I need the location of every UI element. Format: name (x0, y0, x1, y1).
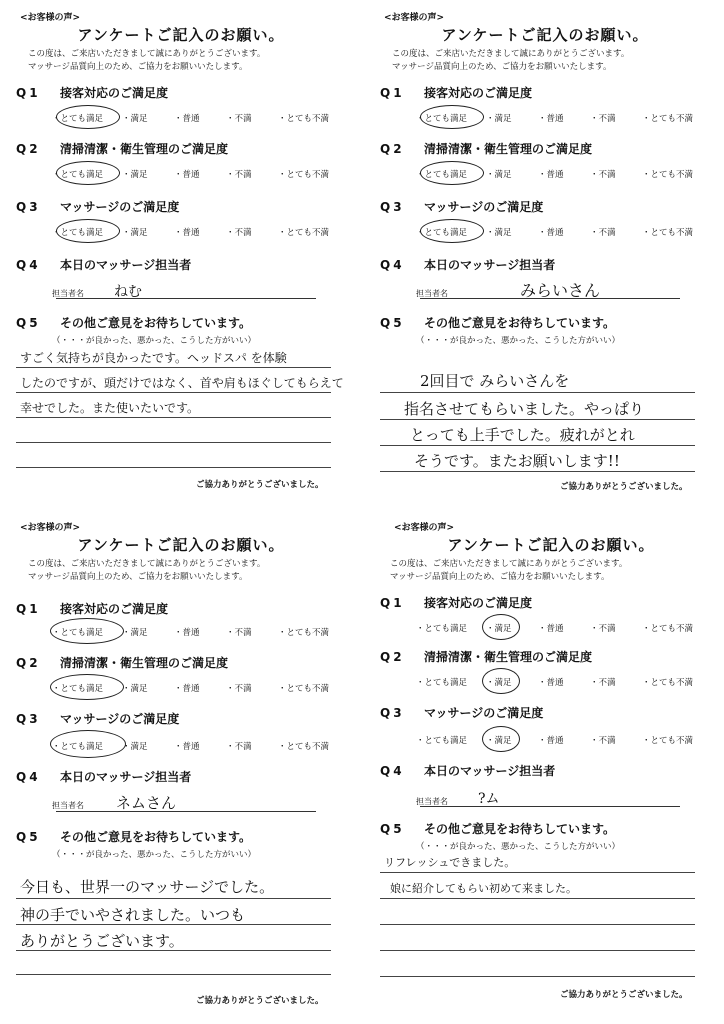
question-3 (16, 710, 179, 727)
answer-circle (56, 219, 120, 243)
survey-sheet (6, 4, 356, 504)
intro-line: この度は、ご来店いただきまして誠にありがとうございます。 (28, 49, 266, 59)
question-text: 清掃清潔・衛生管理のご満足度 (60, 656, 229, 670)
ruled-line (16, 950, 331, 951)
option: ・とても満足 (52, 228, 104, 238)
comment-line: したのですが、頭だけではなく、首や肩もほぐしてもらえて (20, 376, 344, 390)
sheet-tag: <お客様の声> (20, 523, 81, 533)
survey-sheet (6, 514, 356, 1014)
question-1 (380, 84, 532, 101)
option: ・普通 (174, 684, 200, 694)
option: ・とても不満 (642, 678, 694, 688)
option: ・普通 (174, 628, 200, 638)
rep-label: 担当者名 (416, 797, 448, 806)
question-number: Q1 (380, 86, 405, 100)
option: ・とても満足 (416, 678, 468, 688)
option: ・とても満足 (416, 228, 468, 238)
rep-label: 担当者名 (416, 289, 448, 298)
intro-line: マッサージ品質向上のため、ご協力をお願いいたします。 (392, 62, 612, 72)
question-text: 接客対応のご満足度 (424, 596, 533, 610)
option: ・普通 (174, 170, 200, 180)
q5-subtext: （・・・が良かった、悪かった、こうした方がいい） (52, 336, 257, 346)
sheet-tag: <お客様の声> (384, 13, 445, 23)
option: ・普通 (174, 114, 200, 124)
question-number: Q5 (380, 316, 405, 330)
question-number: Q2 (16, 142, 41, 156)
question-text: マッサージのご満足度 (424, 200, 544, 214)
ruled-line (16, 974, 331, 975)
rep-name: ?ム (478, 791, 500, 807)
answer-circle (56, 105, 120, 129)
rating-options (416, 676, 693, 688)
question-number: Q4 (380, 258, 405, 272)
sheet-tag: <お客様の声> (20, 13, 81, 23)
option: ・不満 (226, 170, 252, 180)
option: ・とても満足 (52, 684, 104, 694)
question-number: Q1 (16, 602, 41, 616)
option: ・不満 (590, 624, 616, 634)
sheet-title: アンケートご記入のお願い。 (441, 26, 649, 44)
ruled-line (380, 898, 695, 899)
ruled-line (16, 898, 331, 899)
question-text: その他ご意見をお待ちしています。 (424, 822, 616, 836)
intro-line: マッサージ品質向上のため、ご協力をお願いいたします。 (28, 62, 248, 72)
option: ・とても不満 (278, 228, 330, 238)
option: ・普通 (538, 170, 564, 180)
sheet-title: アンケートご記入のお願い。 (77, 26, 285, 44)
question-text: 本日のマッサージ担当者 (424, 764, 556, 778)
intro-line: この度は、ご来店いただきまして誠にありがとうございます。 (390, 559, 628, 569)
comment-line: すごく気持ちが良かったです。ヘッドスパ を体験 (20, 351, 287, 365)
question-number: Q3 (16, 200, 41, 214)
ruled-line (380, 419, 695, 420)
option: ・満足 (486, 624, 512, 634)
question-1 (16, 84, 168, 101)
ruled-line (16, 442, 331, 443)
rating-options (416, 622, 693, 634)
ruled-line (16, 367, 331, 368)
answer-circle (50, 730, 126, 758)
answer-circle (482, 614, 520, 640)
intro-text (392, 48, 629, 74)
option: ・普通 (174, 742, 200, 752)
question-text: 接客対応のご満足度 (424, 86, 533, 100)
question-number: Q5 (380, 822, 405, 836)
intro-line: この度は、ご来店いただきまして誠にありがとうございます。 (392, 49, 630, 59)
question-text: 接客対応のご満足度 (60, 602, 169, 616)
question-text: その他ご意見をお待ちしています。 (60, 830, 252, 844)
question-2 (16, 140, 228, 157)
comment-line: 娘に紹介してもらい初めて来ました。 (390, 882, 577, 895)
ruled-line (16, 392, 331, 393)
comment-line: 神の手でいやされました。いつも (20, 906, 246, 924)
intro-line: マッサージ品質向上のため、ご協力をお願いいたします。 (28, 572, 248, 582)
question-1 (16, 600, 168, 617)
comment-line: とっても上手でした。疲れがとれ (410, 426, 635, 444)
option: ・不満 (590, 678, 616, 688)
q5-subtext: （・・・が良かった、悪かった、こうした方がいい） (52, 850, 257, 860)
intro-text (390, 558, 627, 584)
survey-sheet (370, 514, 720, 1014)
ruled-line (380, 872, 695, 873)
option: ・とても不満 (642, 114, 694, 124)
comment-line: 2回目で みらいさんを (420, 372, 570, 390)
option: ・とても満足 (416, 114, 468, 124)
answer-circle (482, 726, 520, 752)
intro-line: この度は、ご来店いただきまして誠にありがとうございます。 (28, 559, 266, 569)
answer-circle (56, 161, 120, 185)
comment-line: リフレッシュできました。 (384, 856, 516, 869)
rep-name: みらいさん (520, 281, 601, 300)
intro-text (28, 48, 265, 74)
option: ・不満 (226, 228, 252, 238)
option: ・普通 (538, 678, 564, 688)
question-4 (16, 256, 191, 273)
thanks-text: ご協力ありがとうございました。 (560, 482, 688, 492)
option: ・満足 (122, 114, 148, 124)
rating-options (416, 734, 693, 746)
option: ・不満 (226, 684, 252, 694)
question-5 (380, 820, 615, 837)
rep-underline (420, 806, 680, 807)
option: ・とても満足 (416, 624, 468, 634)
question-number: Q3 (380, 706, 405, 720)
option: ・普通 (538, 114, 564, 124)
option: ・不満 (226, 114, 252, 124)
option: ・普通 (538, 624, 564, 634)
option: ・満足 (122, 228, 148, 238)
option: ・不満 (590, 170, 616, 180)
option: ・満足 (122, 628, 148, 638)
rep-name: ねむ (114, 284, 142, 300)
ruled-line (380, 445, 695, 446)
ruled-line (380, 976, 695, 977)
option: ・満足 (486, 170, 512, 180)
option: ・とても満足 (52, 742, 104, 752)
question-text: マッサージのご満足度 (424, 706, 544, 720)
question-4 (16, 768, 191, 785)
question-2 (380, 140, 592, 157)
answer-circle (50, 674, 124, 700)
option: ・とても満足 (52, 628, 104, 638)
rep-label: 担当者名 (52, 289, 84, 298)
intro-line: マッサージ品質向上のため、ご協力をお願いいたします。 (390, 572, 610, 582)
question-2 (380, 648, 592, 665)
q5-subtext: （・・・が良かった、悪かった、こうした方がいい） (416, 336, 621, 346)
thanks-text: ご協力ありがとうございました。 (196, 996, 324, 1006)
option: ・不満 (226, 628, 252, 638)
survey-sheet (370, 4, 720, 504)
option: ・満足 (122, 684, 148, 694)
option: ・とても不満 (278, 170, 330, 180)
option: ・とても満足 (52, 114, 104, 124)
ruled-line (380, 924, 695, 925)
ruled-line (16, 467, 331, 468)
question-number: Q3 (16, 712, 41, 726)
question-text: 接客対応のご満足度 (60, 86, 169, 100)
rep-label: 担当者名 (52, 801, 84, 810)
question-text: 本日のマッサージ担当者 (60, 770, 192, 784)
question-text: 本日のマッサージ担当者 (424, 258, 556, 272)
comment-line: そうです。またお願いします!! (414, 452, 620, 470)
question-number: Q1 (16, 86, 41, 100)
ruled-line (380, 471, 695, 472)
rep-underline (56, 298, 316, 299)
option: ・不満 (590, 114, 616, 124)
question-text: その他ご意見をお待ちしています。 (424, 316, 616, 330)
intro-text (28, 558, 265, 584)
option: ・とても不満 (642, 228, 694, 238)
option: ・普通 (538, 736, 564, 746)
option: ・とても満足 (416, 170, 468, 180)
question-5 (16, 314, 251, 331)
rep-name: ネムさん (116, 794, 177, 812)
question-number: Q2 (380, 650, 405, 664)
option: ・普通 (538, 228, 564, 238)
question-number: Q3 (380, 200, 405, 214)
option: ・とても不満 (642, 736, 694, 746)
comment-line: 指名させてもらいました。やっぱり (404, 400, 645, 418)
ruled-line (380, 950, 695, 951)
answer-circle (482, 668, 520, 694)
option: ・不満 (590, 736, 616, 746)
rep-underline (420, 298, 680, 299)
question-text: 清掃清潔・衛生管理のご満足度 (60, 142, 229, 156)
question-text: 清掃清潔・衛生管理のご満足度 (424, 650, 593, 664)
question-text: マッサージのご満足度 (60, 712, 180, 726)
answer-circle (420, 219, 484, 243)
rep-underline (56, 811, 316, 812)
option: ・不満 (226, 742, 252, 752)
question-1 (380, 594, 532, 611)
question-text: その他ご意見をお待ちしています。 (60, 316, 252, 330)
question-3 (380, 198, 543, 215)
question-5 (380, 314, 615, 331)
option: ・不満 (590, 228, 616, 238)
option: ・満足 (486, 228, 512, 238)
option: ・とても不満 (642, 170, 694, 180)
option: ・満足 (122, 742, 148, 752)
comment-line: ありがとうございます。 (20, 932, 184, 950)
question-number: Q5 (16, 830, 41, 844)
option: ・とても不満 (642, 624, 694, 634)
comment-line: 幸せでした。また使いたいです。 (20, 401, 200, 415)
sheet-title: アンケートご記入のお願い。 (77, 536, 285, 554)
thanks-text: ご協力ありがとうございました。 (196, 480, 324, 490)
option: ・とても不満 (278, 114, 330, 124)
question-4 (380, 256, 555, 273)
sheet-tag: <お客様の声> (394, 523, 455, 533)
option: ・満足 (122, 170, 148, 180)
ruled-line (16, 417, 331, 418)
question-text: 清掃清潔・衛生管理のご満足度 (424, 142, 593, 156)
option: ・満足 (486, 678, 512, 688)
sheet-title: アンケートご記入のお願い。 (447, 536, 655, 554)
answer-circle (420, 161, 484, 185)
question-5 (16, 828, 251, 845)
ruled-line (380, 392, 695, 393)
answer-circle (420, 105, 484, 129)
question-number: Q2 (16, 656, 41, 670)
option: ・とても満足 (52, 170, 104, 180)
question-number: Q5 (16, 316, 41, 330)
question-text: 本日のマッサージ担当者 (60, 258, 192, 272)
ruled-line (16, 924, 331, 925)
option: ・普通 (174, 228, 200, 238)
question-number: Q2 (380, 142, 405, 156)
option: ・とても不満 (278, 742, 330, 752)
question-text: マッサージのご満足度 (60, 200, 180, 214)
question-number: Q4 (16, 258, 41, 272)
option: ・とても不満 (278, 684, 330, 694)
option: ・満足 (486, 114, 512, 124)
option: ・満足 (486, 736, 512, 746)
question-3 (16, 198, 179, 215)
question-number: Q4 (380, 764, 405, 778)
question-number: Q1 (380, 596, 405, 610)
q5-subtext: （・・・が良かった、悪かった、こうした方がいい） (416, 842, 621, 852)
comment-line: 今日も、世界一のマッサージでした。 (20, 878, 275, 896)
option: ・とても満足 (416, 736, 468, 746)
question-3 (380, 704, 543, 721)
thanks-text: ご協力ありがとうございました。 (560, 990, 688, 1000)
question-4 (380, 762, 555, 779)
question-number: Q4 (16, 770, 41, 784)
question-2 (16, 654, 228, 671)
option: ・とても不満 (278, 628, 330, 638)
answer-circle (50, 618, 124, 644)
